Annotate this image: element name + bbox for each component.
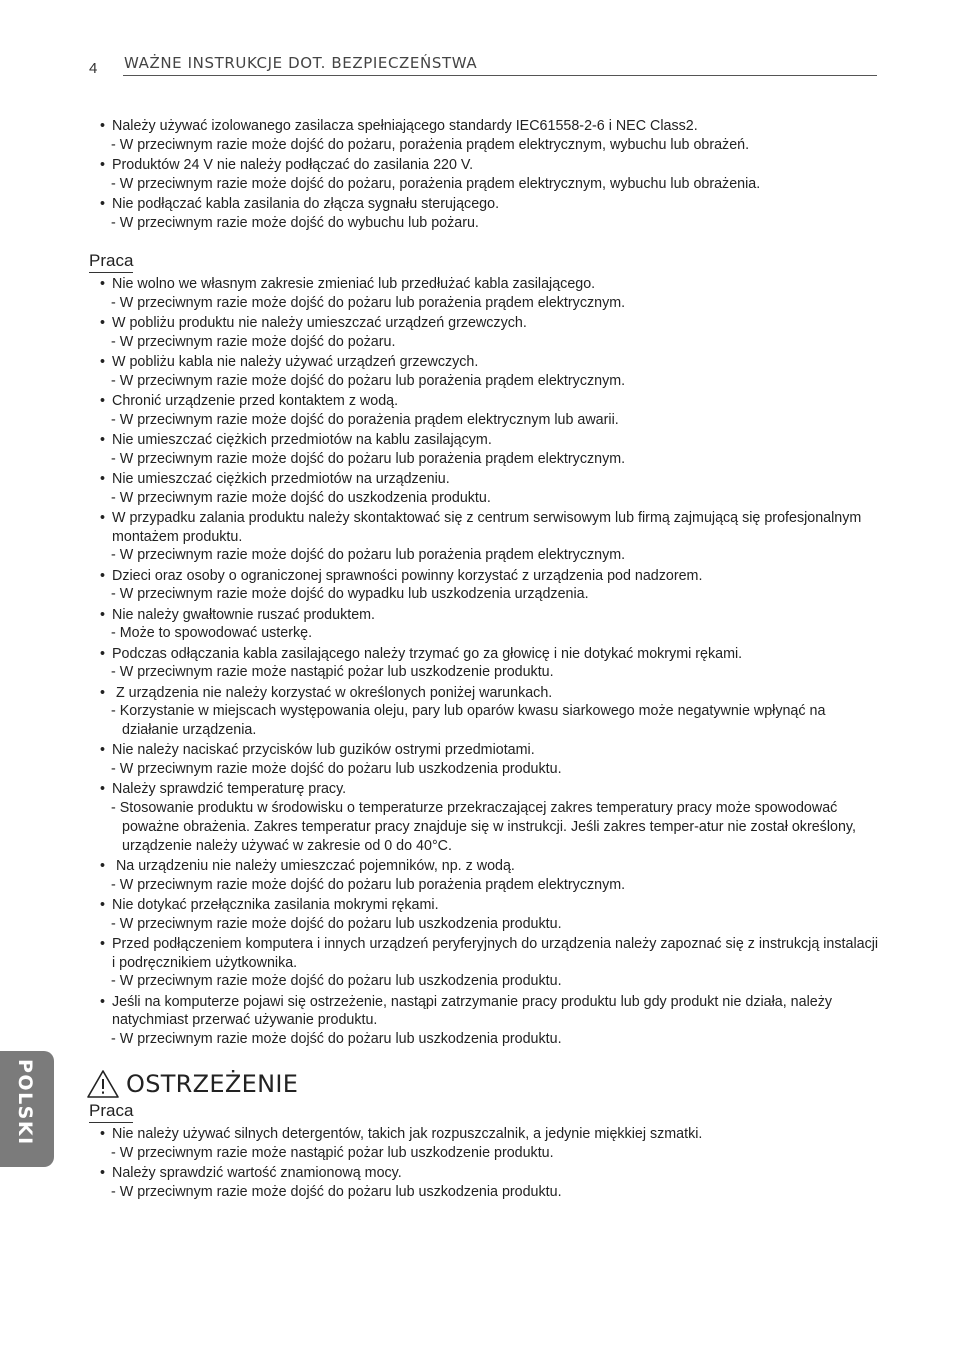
list-item <box>100 314 880 351</box>
list-item <box>100 567 880 604</box>
warning-heading <box>86 1067 880 1101</box>
list-item <box>100 275 880 312</box>
warning-title: OSTRZEŻENIE <box>126 1069 299 1098</box>
list-item-text: • Nie dotykać przełącznika zasilania mokrymi rękami. <box>100 896 880 915</box>
list-item <box>100 896 880 933</box>
list-item <box>100 741 880 778</box>
list-item-consequence: - W przeciwnym razie może dojść do wypadku lub uszkodzenia urządzenia. <box>100 585 880 604</box>
list-item-text: • Należy używać izolowanego zasilacza spełniającego standardy IEC61558-2-6 i NEC Class2. <box>100 117 880 136</box>
top-safety-list <box>100 117 880 232</box>
list-item-text: • Z urządzenia nie należy korzystać w określonych poniżej warunkach. <box>100 684 880 703</box>
list-item <box>100 470 880 507</box>
list-item <box>100 353 880 390</box>
list-item <box>100 606 880 643</box>
header-rule <box>123 75 877 76</box>
list-item-consequence: - W przeciwnym razie może dojść do wybuchu lub pożaru. <box>100 214 880 233</box>
list-item-consequence: - W przeciwnym razie może dojść do uszkodzenia produktu. <box>100 489 880 508</box>
list-item-text: • Należy sprawdzić wartość znamionową mocy. <box>100 1164 880 1183</box>
list-item-text: • Nie należy naciskać przycisków lub guzików ostrymi przedmiotami. <box>100 741 880 760</box>
list-item-consequence: - Może to spowodować usterkę. <box>100 624 880 643</box>
list-item-consequence: - W przeciwnym razie może dojść do pożaru lub uszkodzenia produktu. <box>100 972 880 991</box>
warning-triangle-icon <box>86 1069 120 1099</box>
list-item-text: • Nie umieszczać ciężkich przedmiotów na kablu zasilającym. <box>100 431 880 450</box>
page-number: 4 <box>89 60 98 77</box>
language-tab-label: POLSKI <box>14 1059 36 1146</box>
list-item-text: • Nie należy używać silnych detergentów, takich jak rozpuszczalnik, a jedynie miękkiej szmatki. <box>100 1125 880 1144</box>
list-item-text: • Jeśli na komputerze pojawi się ostrzeżenie, nastąpi zatrzymanie pracy produktu lub gdy produkt nie działa, należy natychmiast przerwać używanie produktu. <box>100 993 880 1030</box>
list-item-text: • Chronić urządzenie przed kontaktem z wodą. <box>100 392 880 411</box>
list-item-text: • Nie podłączać kabla zasilania do złącza sygnału sterującego. <box>100 195 880 214</box>
list-item-consequence: - W przeciwnym razie może dojść do porażenia prądem elektrycznym lub awarii. <box>100 411 880 430</box>
list-item-consequence: - W przeciwnym razie może dojść do pożaru lub porażenia prądem elektrycznym. <box>100 372 880 391</box>
list-item <box>100 431 880 468</box>
list-item-consequence: - W przeciwnym razie może dojść do pożaru lub porażenia prądem elektrycznym. <box>100 294 880 313</box>
list-item-text: • Nie należy gwałtownie ruszać produktem. <box>100 606 880 625</box>
list-item-text: • Na urządzeniu nie należy umieszczać pojemników, np. z wodą. <box>100 857 880 876</box>
list-item-text: • W pobliżu produktu nie należy umieszczać urządzeń grzewczych. <box>100 314 880 333</box>
list-item <box>100 780 880 855</box>
list-item <box>100 156 880 193</box>
list-item-consequence: - Korzystanie w miejscach występowania oleju, pary lub oparów kwasu siarkowego może negatywnie wpłynąć na działanie urządzenia. <box>100 702 880 739</box>
list-item-consequence: - W przeciwnym razie może dojść do pożaru lub uszkodzenia produktu. <box>100 915 880 934</box>
list-item-consequence: - W przeciwnym razie może nastąpić pożar lub uszkodzenie produktu. <box>100 1144 880 1163</box>
list-item-consequence: - W przeciwnym razie może nastąpić pożar lub uszkodzenie produktu. <box>100 663 880 682</box>
list-item <box>100 645 880 682</box>
section-title-praca: Praca <box>89 251 133 273</box>
list-item-text: • W przypadku zalania produktu należy skontaktować się z centrum serwisowym lub firmą zajmującą się profesjonalnym montażem produktu. <box>100 509 880 546</box>
list-item-text: • Podczas odłączania kabla zasilającego należy trzymać go za głowicę i nie dotykać mokrymi rękami. <box>100 645 880 664</box>
list-item-text: • W pobliżu kabla nie należy używać urządzeń grzewczych. <box>100 353 880 372</box>
list-item-text: • Nie wolno we własnym zakresie zmieniać lub przedłużać kabla zasilającego. <box>100 275 880 294</box>
list-item <box>100 117 880 154</box>
list-item-text: • Należy sprawdzić temperaturę pracy. <box>100 780 880 799</box>
list-item <box>100 509 880 565</box>
list-item <box>100 857 880 894</box>
list-item <box>100 935 880 991</box>
list-item <box>100 1125 880 1162</box>
section-title-praca-warning: Praca <box>89 1101 133 1123</box>
list-item-consequence: - W przeciwnym razie może dojść do pożaru. <box>100 333 880 352</box>
page-content <box>89 117 880 1203</box>
list-item-consequence: - W przeciwnym razie może dojść do pożaru, porażenia prądem elektrycznym, wybuchu lub obrażeń. <box>100 136 880 155</box>
list-item-consequence: - W przeciwnym razie może dojść do pożaru, porażenia prądem elektrycznym, wybuchu lub obrażenia. <box>100 175 880 194</box>
list-item <box>100 993 880 1049</box>
list-item-consequence: - W przeciwnym razie może dojść do pożaru lub uszkodzenia produktu. <box>100 760 880 779</box>
list-item-consequence: - W przeciwnym razie może dojść do pożaru lub porażenia prądem elektrycznym. <box>100 546 880 565</box>
language-tab <box>0 1051 54 1167</box>
list-item-text: • Dzieci oraz osoby o ograniczonej sprawności powinny korzystać z urządzenia pod nadzorem. <box>100 567 880 586</box>
list-item-text: • Produktów 24 V nie należy podłączać do zasilania 220 V. <box>100 156 880 175</box>
list-item <box>100 195 880 232</box>
list-item <box>100 684 880 740</box>
warning-operation-list <box>100 1125 880 1201</box>
list-item-consequence: - W przeciwnym razie może dojść do pożaru lub porażenia prądem elektrycznym. <box>100 450 880 469</box>
list-item-consequence: - W przeciwnym razie może dojść do pożaru lub uszkodzenia produktu. <box>100 1183 880 1202</box>
list-item-text: • Przed podłączeniem komputera i innych urządzeń peryferyjnych do urządzenia należy zapoznać się z instrukcją instalacji i podręcznikiem użytkownika. <box>100 935 880 972</box>
list-item <box>100 1164 880 1201</box>
list-item <box>100 392 880 429</box>
list-item-consequence: - Stosowanie produktu w środowisku o temperaturze przekraczającej zakres temperatury pracy może spowodować poważne obrażenia. Zakres temperatur pracy znajduje się w instrukcji. Jeśli zakres temper-atur nie został określony, urządzenie należy używać w zakresie od 0 do 40°C. <box>100 799 880 855</box>
list-item-text: • Nie umieszczać ciężkich przedmiotów na urządzeniu. <box>100 470 880 489</box>
page-header-title: WAŻNE INSTRUKCJE DOT. BEZPIECZEŃSTWA <box>124 54 478 72</box>
list-item-consequence: - W przeciwnym razie może dojść do pożaru lub uszkodzenia produktu. <box>100 1030 880 1049</box>
operation-safety-list <box>100 275 880 1049</box>
list-item-consequence: - W przeciwnym razie może dojść do pożaru lub porażenia prądem elektrycznym. <box>100 876 880 895</box>
